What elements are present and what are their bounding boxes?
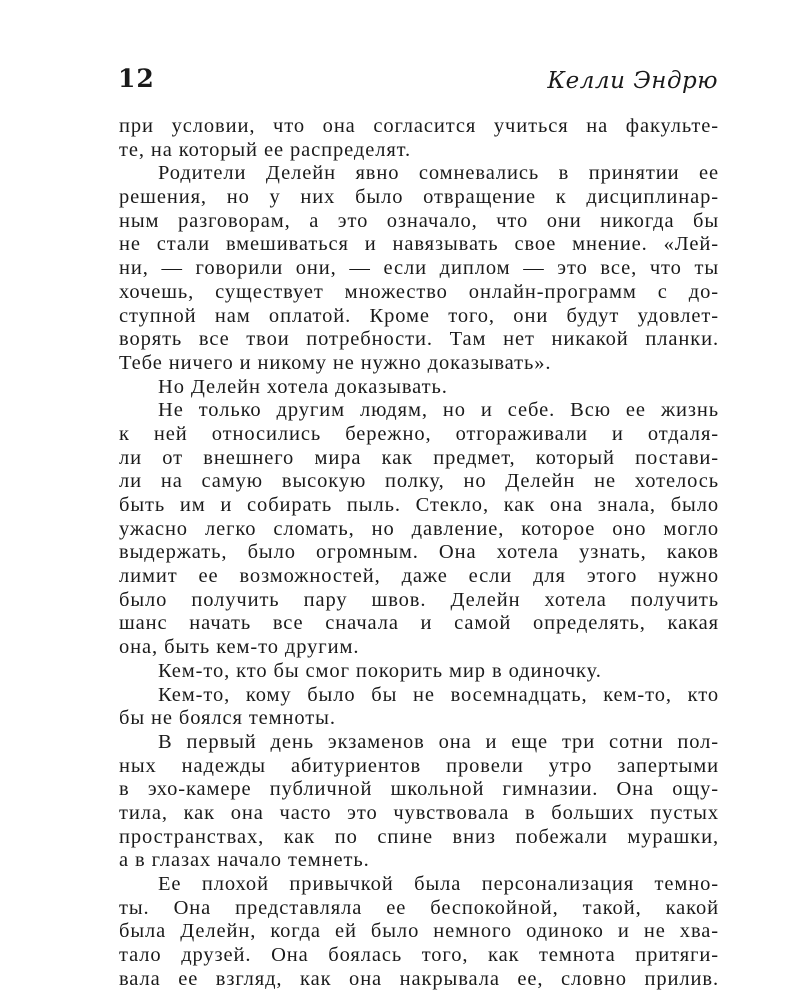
text-line: ли на самую высокую полку, но Делейн не хотелось — [119, 470, 719, 493]
text-line: пространствах, как по спине вниз побежали мурашки, — [119, 825, 719, 848]
text-line: В первый день экзаменов она и еще три сотни пол- — [158, 730, 719, 753]
text-line: ни, — говорили они, — если диплом — это все, что ты — [119, 257, 719, 280]
text-line: выдержать, было огромным. Она хотела узнать, каков — [119, 541, 719, 564]
body-text — [119, 115, 719, 991]
text-line: в эхо-камере публичной школьной гимназии. Она ощу- — [119, 778, 719, 801]
text-line: Родители Делейн явно сомневались в принятии ее — [158, 162, 719, 185]
text-line: ступной нам оплатой. Кроме того, они будут удовлет- — [119, 304, 719, 327]
text-line: тало друзей. Она боялась того, как темнота притяги- — [119, 944, 719, 967]
text-line: лимит ее возможностей, даже если для этого нужно — [119, 565, 719, 588]
text-line: тила, как она часто это чувствовала в больших пустых — [119, 801, 719, 824]
text-line: вала ее взгляд, как она накрывала ее, словно прилив. — [119, 967, 719, 990]
text-line: быть им и собирать пыль. Стекло, как она знала, было — [119, 494, 719, 516]
text-line: ных надежды абитуриентов провели утро запертыми — [119, 754, 719, 777]
text-line: было получить пару швов. Делейн хотела получить — [119, 588, 719, 611]
text-line: шанс начать все сначала и самой определять, какая — [119, 612, 719, 635]
text-line: Тебе ничего и никому не нужно доказывать». — [119, 351, 552, 374]
text-line: ли от внешнего мира как предмет, который постави- — [119, 446, 719, 469]
text-line: при условии, что она согласится учиться на факульте- — [119, 115, 719, 137]
text-line: к ней относились бережно, отгораживали и отдаля- — [119, 422, 719, 445]
text-line: не стали вмешиваться и навязывать свое мнение. «Лей- — [119, 233, 719, 256]
text-line: а в глазах начало темнеть. — [119, 849, 370, 872]
text-line: ворять все твои потребности. Там нет никакой планки. — [119, 328, 719, 351]
text-line: была Делейн, когда ей было немного одиноко и не хва- — [119, 920, 719, 943]
text-line: бы не боялся темноты. — [119, 707, 336, 730]
text-line: она, быть кем-то другим. — [119, 636, 360, 659]
running-head-author: Келли Эндрю — [547, 68, 718, 94]
text-line: Но Делейн хотела доказывать. — [158, 375, 448, 398]
text-line: Кем-то, кто бы смог покорить мир в одиночку. — [158, 659, 602, 682]
text-line: Кем-то, кому было бы не восемнадцать, кем-то, кто — [158, 683, 719, 706]
text-line: решения, но у них было отвращение к дисциплинар- — [119, 186, 719, 209]
text-line: ужасно легко сломать, но давление, которое оно могло — [119, 517, 719, 540]
text-line: Ее плохой привычкой была персонализация темно- — [158, 873, 719, 895]
page-number: 12 — [118, 64, 155, 93]
text-line: Не только другим людям, но и себе. Всю ее жизнь — [158, 399, 719, 422]
text-line: те, на который ее распределят. — [119, 138, 412, 161]
text-line: ты. Она представляла ее беспокойной, такой, какой — [119, 896, 719, 919]
text-line: хочешь, существует множество онлайн-программ с до- — [119, 280, 719, 303]
text-line: ным разговорам, а это означало, что они никогда бы — [119, 209, 719, 232]
